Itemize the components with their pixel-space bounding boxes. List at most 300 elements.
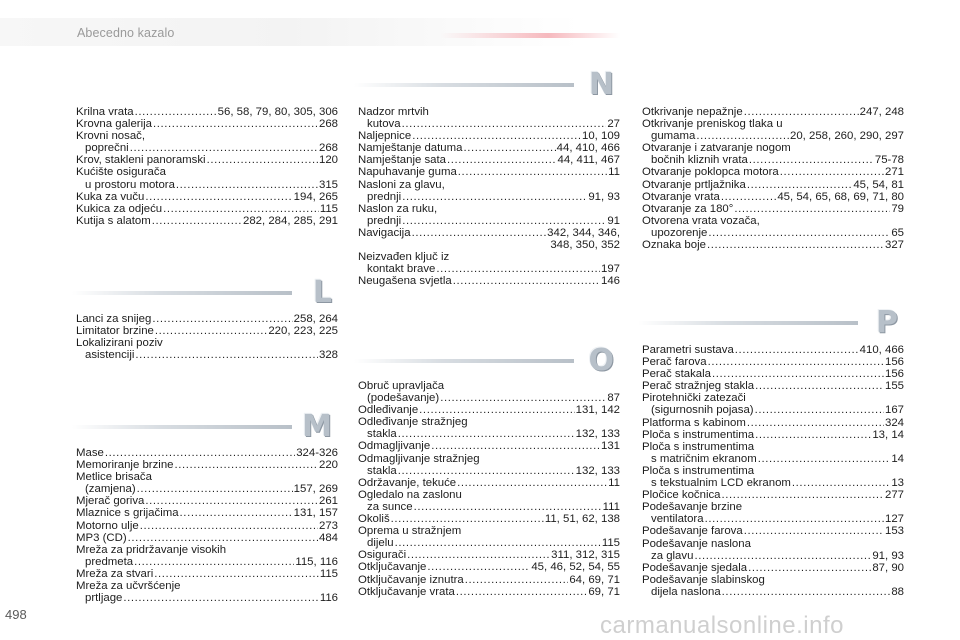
leader-dots [456,586,587,598]
page-number: 498 [5,607,27,622]
entry-term: gumama [651,130,696,143]
watermark: carmanualsonline.info [600,612,844,639]
leader-dots [130,142,318,154]
leader-dots [712,368,884,380]
index-entry [642,179,904,191]
entry-term: Obruč upravljača [358,380,445,392]
entry-term: Neizvađen ključ iz [358,251,450,264]
letter-heading-p [638,305,898,340]
entry-pages: 132, 133 [575,428,620,441]
leader-dots [207,154,318,166]
entry-pages: 273 [318,519,338,532]
leader-dots [176,179,318,191]
leader-dots [436,263,600,275]
entry-term: kontakt brave [367,263,436,276]
index-entry [76,495,338,507]
entry-term: Neugašena svjetla [358,275,452,288]
leader-dots [747,417,884,429]
entry-pages: 268 [318,142,338,155]
entry-term: Otkrivanje preniskog tlaka u [642,118,783,131]
index-entry [358,525,620,549]
index-entry [642,392,904,416]
index-entry [642,239,904,251]
entry-term: Memoriranje brzine [76,459,174,472]
entry-term: Pirotehnički zatezači [642,392,746,405]
index-entry [358,275,620,287]
entry-pages: 220 [318,459,338,472]
header-accent-bar [440,33,620,38]
leader-dots [792,477,890,489]
entry-term: stakla [367,428,397,441]
leader-dots [145,495,318,507]
entry-pages: 10, 109 [581,130,620,143]
entry-term: Otključavanje [358,561,427,574]
leader-dots [402,215,606,227]
entry-term: Krilna vrata [76,106,134,118]
entry-term: Krovni nosač, [76,130,146,143]
leader-dots [431,440,600,452]
entry-term: upozorenje [651,226,708,239]
leader-dots [705,513,884,525]
index-entry [76,459,338,471]
index-entry [76,203,338,215]
leader-dots [140,520,318,532]
index-entry [642,344,904,356]
index-entry [358,106,620,130]
leader-dots [708,356,884,368]
entry-term: Pločice kočnica [642,489,721,502]
entry-term: Oprema u stražnjem [358,525,462,538]
entry-pages: 258, 264 [293,313,338,325]
index-entry [76,313,338,325]
entry-term: Ploča s instrumentima [642,428,755,441]
entry-pages: 87 [607,392,620,405]
entry-term: Nasloni za glavu, [358,178,445,191]
entry-term: Navigacija [358,226,411,239]
entry-pages: 324-326 [296,447,338,459]
letter-divider [638,321,858,325]
entry-pages: 45, 54, 81 [853,178,904,191]
entry-pages: 156 [884,356,904,369]
entry-term: Kutija s alatom [76,214,151,227]
leader-dots [458,166,607,178]
index-entry [642,429,904,441]
entry-pages: 315 [318,178,338,191]
index-entry [358,166,620,178]
letter-heading-l [72,275,332,310]
leader-dots [412,130,581,142]
index-entry [642,166,904,178]
entry-pages: 156 [884,368,904,381]
entry-pages: 268 [318,118,338,131]
index-entry [642,380,904,392]
leader-dots [722,489,884,501]
entry-term: s matričnim ekranom [651,452,757,465]
entry-term: Lanci za snijeg [76,313,152,325]
entry-pages: 324 [884,416,904,429]
letter-divider [354,83,574,87]
index-entry [642,525,904,537]
leader-dots [744,106,859,118]
entry-term: Okoliš [358,513,390,526]
entry-pages: 342, 344, 346, [547,226,620,239]
index-entry [358,416,620,440]
index-entry [642,441,904,465]
leader-dots [152,215,242,227]
section-letter: N [588,67,614,102]
entry-pages: 11 [608,166,620,179]
index-entry [642,191,904,203]
index-section-k [76,106,338,227]
leader-dots [105,447,295,459]
entry-term: Naljepnice [358,130,412,143]
leader-dots [391,513,544,525]
leader-dots [463,142,555,154]
index-entry [358,440,620,452]
leader-dots [708,227,890,239]
entry-term: Mreža za pridržavanje visokih [76,543,227,556]
index-entry [642,368,904,380]
entry-term: (podešavanje) [367,392,440,405]
letter-heading-o [354,343,614,378]
leader-dots [707,239,884,251]
leader-dots [747,179,852,191]
entry-pages: 111 [602,500,620,513]
leader-dots [749,154,874,166]
entry-pages: 115, 116 [295,555,338,568]
index-section-o [358,380,620,598]
entry-pages: 115 [319,567,338,580]
letter-heading-n [354,67,614,102]
entry-pages: 20, 258, 260, 290, 297 [789,130,904,143]
entry-term: Oznaka boje [642,239,706,252]
index-entry [642,417,904,429]
entry-pages: 88 [891,585,904,598]
index-entry [76,544,338,568]
index-section-n [358,106,620,287]
index-entry [642,203,904,215]
index-entry [76,447,338,459]
entry-pages: 91, 93 [588,190,620,203]
entry-pages: 91, 93 [872,549,904,562]
entry-pages: 91 [607,214,620,227]
entry-pages: 44, 410, 466 [556,142,620,155]
leader-dots [402,191,587,203]
index-entry [358,513,620,525]
leader-dots [748,562,871,574]
entry-term: Otvaranje i zatvaranje nogom [642,142,791,155]
entry-term: Krov, stakleni panoramski [76,154,206,167]
index-entry [358,453,620,477]
leader-dots [163,203,319,215]
entry-pages: 45, 54, 65, 68, 69, 71, 80 [777,190,904,203]
index-entry [76,215,338,227]
entry-pages: 116 [319,592,338,605]
entry-pages: 79 [891,202,904,215]
entry-pages: 410, 466 [859,344,904,356]
entry-term: Podešavanje sjedala [642,561,748,574]
entry-pages: 13, 14 [872,428,904,441]
entry-term: Motorno ulje [76,519,139,532]
entry-pages: 65 [891,226,904,239]
entry-pages: 64, 69, 71 [569,573,620,586]
entry-term: (sigurnosnih pojasa) [651,404,754,417]
entry-term: asistenciji [85,349,135,362]
letter-heading-m [72,409,332,444]
section-letter: P [876,305,898,340]
entry-term: Metlice brisača [76,471,152,484]
entry-term: Mreža za učvršćenje [76,580,181,593]
entry-term: Održavanje, tekuće [358,476,457,489]
leader-dots [175,459,318,471]
entry-term: Namještanje datuma [358,142,463,155]
section-letter: L [312,275,332,310]
entry-term: za sunce [367,500,413,513]
entry-pages: 56, 58, 79, 80, 305, 306 [217,106,338,118]
index-entry [76,106,338,118]
entry-pages: 484 [318,531,338,544]
entry-term: Perač stražnjeg stakla [642,380,755,393]
index-entry [358,489,620,513]
entry-term: Otkrivanje nepažnje [642,106,743,118]
entry-term: Mreža za stvari [76,567,154,580]
entry-term: prednji [367,214,402,227]
entry-pages: 155 [884,380,904,393]
leader-dots [155,325,267,337]
leader-dots [758,453,891,465]
index-entry [76,337,338,361]
index-entry [76,507,338,519]
entry-pages: 197 [600,263,620,276]
index-entry [358,130,620,142]
leader-dots [154,568,319,580]
index-section-l [76,313,338,361]
leader-dots [152,313,292,325]
index-entry [358,549,620,561]
entry-term: poprečni [85,142,129,155]
entry-pages: 44, 411, 467 [557,154,620,167]
entry-term: Mjerač goriva [76,495,145,508]
entry-term: u prostoru motora [85,178,175,191]
entry-term: Otključavanje iznutra [358,573,464,586]
index-entry [358,561,620,573]
entry-pages: 69, 71 [588,585,620,598]
entry-term: Otvorena vrata vozača, [642,214,760,227]
index-entry [642,489,904,501]
entry-pages: 115 [601,537,620,550]
index-entry [358,154,620,166]
entry-pages: 11 [608,476,620,489]
index-entry [76,568,338,580]
entry-term: Kuka za vuču [76,190,145,203]
entry-pages: 247, 248 [859,106,904,118]
entry-pages: 127 [884,513,904,526]
entry-term: s tekstualnim LCD ekranom [651,477,791,490]
leader-dots [134,556,294,568]
entry-term: prtljage [85,592,123,605]
index-entry [642,356,904,368]
entry-term: Ploča s instrumentima [642,464,755,477]
entry-pages: 277 [884,489,904,502]
entry-term: bočnih kliznih vrata [651,154,748,167]
leader-dots [447,154,556,166]
index-section-m [76,447,338,604]
leader-dots [153,118,318,130]
index-entry [358,203,620,227]
entry-term: Kukica za odjeću [76,202,163,215]
index-entry [642,501,904,525]
entry-term: Odleđivanje [358,404,419,417]
leader-dots [398,465,575,477]
entry-term: Otvaranje poklopca motora [642,166,779,179]
entry-pages: 282, 284, 285, 291 [242,214,338,227]
entry-term: predmeta [85,555,134,568]
entry-term: Ogledalo na zaslonu [358,488,462,501]
entry-pages: 13 [891,477,904,490]
index-entry [76,118,338,130]
leader-dots [123,592,318,604]
leader-dots [402,118,607,130]
entry-term: Otvaranje prtljažnika [642,178,746,191]
entry-term: Odmagljivanje stražnjeg [358,452,480,465]
index-entry [358,574,620,586]
entry-term: kutova [367,118,401,131]
section-letter: O [588,343,614,378]
leader-dots [135,349,318,361]
index-entry [358,179,620,203]
entry-term: (zamjena) [85,483,136,496]
entry-term: Parametri sustava [642,344,734,356]
index-section-p [642,344,904,598]
leader-dots [744,525,884,537]
leader-dots [755,404,884,416]
index-entry [358,142,620,154]
entry-term: Mase [76,447,104,459]
entry-pages: 311, 312, 315 [551,549,620,562]
section-letter: M [302,409,332,444]
entry-pages-continued: 348, 350, 352 [550,239,620,252]
entry-term: dijela naslona [651,585,721,598]
index-entry [76,325,338,337]
entry-pages: 27 [607,118,620,131]
index-entry [642,118,904,142]
entry-term: prednji [367,190,402,203]
index-entry [642,215,904,239]
entry-term: Podešavanje naslona [642,537,751,550]
entry-pages: 146 [600,275,620,288]
leader-dots [412,227,547,239]
index-entry [642,465,904,489]
index-entry [642,142,904,166]
index-entry [76,520,338,532]
entry-pages: 194, 265 [293,190,338,203]
index-entry [76,130,338,154]
entry-term: Kućište osigurača [76,166,166,179]
letter-divider [354,359,574,363]
letter-divider [72,291,292,295]
leader-dots [457,477,607,489]
index-entry [642,574,904,598]
index-entry [358,477,620,489]
entry-term: Perač stakala [642,368,712,381]
index-entry [76,166,338,190]
leader-dots [465,574,569,586]
index-entry [358,404,620,416]
leader-dots [721,191,776,203]
index-entry [76,580,338,604]
entry-term: Podešavanje brzine [642,501,743,514]
entry-pages: 131 [600,440,620,453]
entry-term: Namještanje sata [358,154,447,167]
entry-pages: 157, 269 [293,483,338,496]
leader-dots [734,203,890,215]
leader-dots [407,549,550,561]
entry-pages: 120 [318,154,338,167]
leader-dots [722,586,891,598]
entry-term: Nadzor mrtvih [358,106,429,118]
entry-pages: 261 [318,495,338,508]
entry-term: Perač farova [642,356,707,369]
leader-dots [427,561,530,573]
entry-pages: 132, 133 [575,464,620,477]
entry-term: Otključavanje vrata [358,585,455,598]
index-entry [358,586,620,598]
leader-dots [453,275,600,287]
entry-term: Lokalizirani poziv [76,337,163,350]
entry-pages: 271 [884,166,904,179]
entry-term: Otvaranje za 180° [642,202,734,215]
leader-dots [755,429,871,441]
letter-divider [72,425,292,429]
index-entry [358,227,620,251]
leader-dots [395,537,601,549]
entry-term: za glavu [651,549,694,562]
entry-pages: 87, 90 [872,561,904,574]
entry-term: ventilatora [651,513,704,526]
entry-pages: 75-78 [874,154,904,167]
entry-term: Limitator brzine [76,325,154,338]
index-entry [76,154,338,166]
entry-pages: 115 [319,202,338,215]
index-entry [642,562,904,574]
index-entry [642,538,904,562]
index-entry [76,471,338,495]
entry-term: stakla [367,464,397,477]
leader-dots [780,166,884,178]
leader-dots [398,428,575,440]
leader-dots [414,501,602,513]
entry-pages: 11, 51, 62, 138 [544,513,620,526]
leader-dots [696,130,789,142]
entry-pages: 131, 142 [575,404,620,417]
entry-pages: 327 [884,239,904,252]
entry-term: Podešavanje slabinskog [642,573,765,586]
index-entry [76,532,338,544]
index-entry [358,380,620,404]
leader-dots [440,392,606,404]
leader-dots [735,344,859,356]
entry-term: Odmagljivanje [358,440,431,453]
index-entry [76,191,338,203]
leader-dots [180,507,293,519]
entry-pages: 328 [318,349,338,362]
entry-pages: 167 [884,404,904,417]
entry-term: Platforma s kabinom [642,416,746,429]
entry-term: Ploča s instrumentima [642,440,755,453]
entry-term: MP3 (CD) [76,531,127,544]
leader-dots [137,483,293,495]
page-header-title: Abecedno kazalo [77,26,175,40]
